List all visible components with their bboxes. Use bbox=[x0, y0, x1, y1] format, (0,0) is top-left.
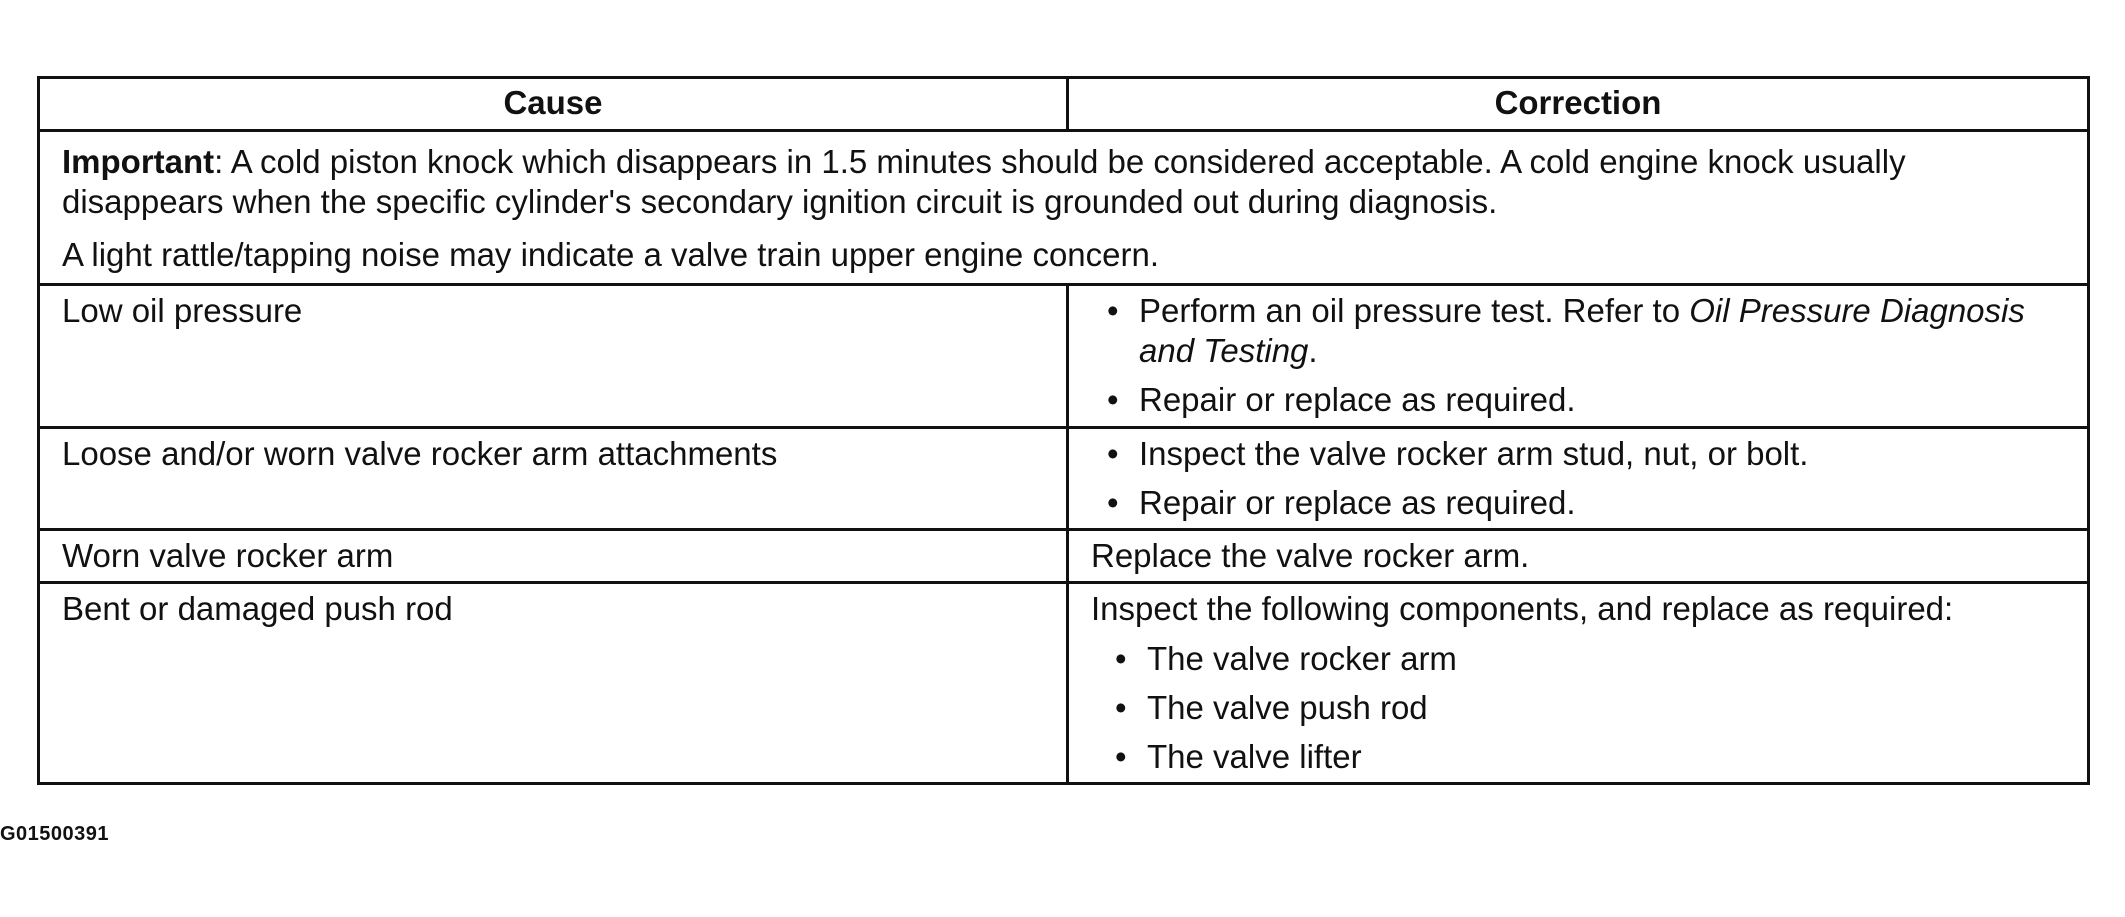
header-cause: Cause bbox=[39, 78, 1068, 131]
important-note-row bbox=[39, 131, 2089, 285]
correction-bullet: • Repair or replace as required. bbox=[1091, 483, 2065, 523]
correction-cell bbox=[1068, 583, 2089, 784]
important-note-line2: A light rattle/tapping noise may indicate a valve train upper engine concern. bbox=[62, 235, 1160, 273]
important-note bbox=[39, 131, 2089, 285]
correction-bullet: • Repair or replace as required. bbox=[1091, 380, 2065, 420]
cause-cell: Worn valve rocker arm bbox=[39, 530, 1068, 583]
correction-bullet bbox=[1091, 291, 2065, 372]
correction-cell: Replace the valve rocker arm. bbox=[1068, 530, 2089, 583]
important-colon: : bbox=[214, 143, 224, 180]
table-row bbox=[39, 530, 2089, 583]
correction-list bbox=[1091, 434, 2065, 524]
correction-list bbox=[1091, 291, 2065, 421]
reference-title: Oil Pressure Diagnosis and Testing bbox=[1139, 291, 2025, 369]
header-row bbox=[39, 78, 2089, 131]
cause-cell: Loose and/or worn valve rocker arm attachments bbox=[39, 427, 1068, 530]
correction-bullet: • The valve lifter bbox=[1099, 737, 2065, 777]
important-note-line1 bbox=[62, 142, 2065, 223]
correction-list bbox=[1099, 639, 2065, 778]
correction-bullet-period: . bbox=[1308, 332, 1318, 369]
correction-cell bbox=[1068, 427, 2089, 530]
correction-bullet: • Inspect the valve rocker arm stud, nut, or bolt. bbox=[1091, 434, 2065, 474]
cause-cell: Bent or damaged push rod bbox=[39, 583, 1068, 784]
table-row bbox=[39, 284, 2089, 427]
table-row bbox=[39, 427, 2089, 530]
important-label: Important bbox=[62, 143, 215, 180]
correction-lead: Inspect the following components, and replace as required: bbox=[1091, 590, 1954, 628]
table-row bbox=[39, 583, 2089, 784]
correction-bullet: • The valve push rod bbox=[1099, 688, 2065, 728]
important-text: A cold piston knock which disappears in 1.5 minutes should be considered acceptable. A cold engine knock usually disappears when the specific cylinder's secondary ignition circuit is grounded out during diagnosis. bbox=[62, 143, 1906, 221]
correction-bullet: • The valve rocker arm bbox=[1099, 639, 2065, 679]
header-correction: Correction bbox=[1068, 78, 2089, 131]
correction-cell bbox=[1068, 284, 2089, 427]
figure-id: G01500391 bbox=[0, 823, 110, 845]
correction-bullet-text: Perform an oil pressure test. Refer to bbox=[1139, 291, 1690, 329]
diagnosis-table bbox=[37, 76, 2090, 785]
cause-cell: Low oil pressure bbox=[39, 284, 1068, 427]
